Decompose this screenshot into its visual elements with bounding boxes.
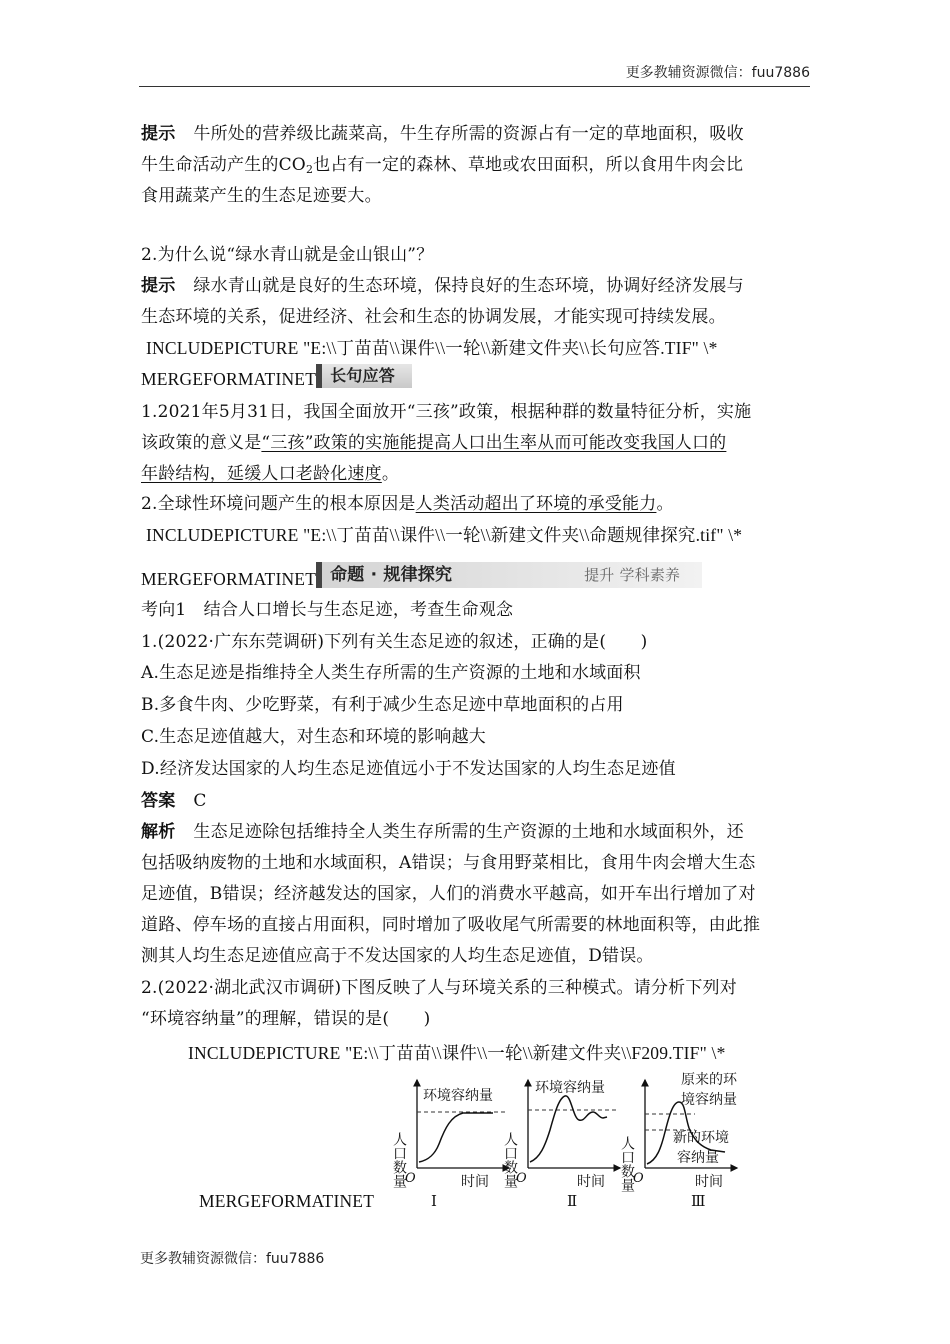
long-q2-post: 。 xyxy=(656,494,674,514)
panel-1 xyxy=(391,1080,509,1210)
mcq1-answer-line xyxy=(141,786,207,816)
mcq2-stem-line2: “环境容纳量”的理解，错误的是( ) xyxy=(141,1009,431,1029)
mcq2-include-line2: MERGEFORMATINET xyxy=(199,1191,375,1211)
mcq1-analysis-line5: 测其人均生态足迹值应高于不发达国家的人均生态足迹值，D错误。 xyxy=(141,946,654,966)
panel-3 xyxy=(619,1071,738,1210)
panel-1-origin: O xyxy=(405,1171,416,1186)
proposition-banner-main: 命题 · 规律探究 xyxy=(330,565,453,585)
mcq1-analysis-line3: 足迹值，B错误；经济越发达的国家，人们的消费水平越高，如开车出行增加了对 xyxy=(141,884,756,904)
mcq1-analysis-line2: 包括吸纳废物的土地和水域面积，A错误；与食用野菜相比，食用牛肉会增大生态 xyxy=(141,853,756,873)
panel-2-xlabel: 时间 xyxy=(577,1174,605,1190)
long-q2-pre: 2.全球性环境问题产生的根本原因是 xyxy=(141,494,416,514)
mcq2-include-line1: INCLUDEPICTURE "E:\\丁苗苗\\课件\\一轮\\新建文件夹\\F209.TIF" \* xyxy=(188,1043,726,1063)
footer-text: 更多教辅资源微信：fuu7886 xyxy=(140,1251,325,1267)
panel-3-ylabel: 人口数量 xyxy=(619,1136,635,1192)
section-title: 考向1 结合人口增长与生态足迹，考查生命观念 xyxy=(141,600,514,620)
q2-tip-label: 提示 xyxy=(141,276,176,296)
panel-3-old-label-1: 原来的环 xyxy=(681,1072,737,1088)
long-q1-line3-post: 。 xyxy=(381,464,400,484)
include2-line2: MERGEFORMATINET xyxy=(141,569,317,589)
tip1-text2-pre: 牛生命活动产生的CO xyxy=(141,155,306,175)
population-figure xyxy=(391,1066,775,1216)
long-answer-banner xyxy=(316,364,412,388)
q2-text: 2.为什么说“绿水青山就是金山银山”？ xyxy=(141,245,434,265)
long-q1-line1: 1.2021年5月31日，我国全面放开“三孩”政策，根据种群的数量特征分析，实施 xyxy=(141,402,752,422)
mcq1-option-b: B.多食牛肉、少吃野菜，有利于减少生态足迹中草地面积的占用 xyxy=(141,695,624,715)
include1-line2: MERGEFORMATINET xyxy=(141,369,317,389)
panel-3-xlabel: 时间 xyxy=(695,1174,723,1190)
mcq1-option-a: A.生态足迹是指维持全人类生存所需的生产资源的土地和水域面积 xyxy=(141,663,641,683)
panel-2-curve xyxy=(530,1096,607,1162)
include2-line1: INCLUDEPICTURE "E:\\丁苗苗\\课件\\一轮\\新建文件夹\\命题规律探究.tif" \* xyxy=(146,525,743,545)
proposition-banner xyxy=(316,562,702,588)
mcq1-stem: 1.(2022·广东东莞调研)下列有关生态足迹的叙述，正确的是( ) xyxy=(141,632,648,652)
panel-1-capacity-label: 环境容纳量 xyxy=(423,1088,493,1104)
panel-2-roman: Ⅱ xyxy=(567,1192,578,1210)
tip1-line2 xyxy=(141,150,743,185)
tip1-text2-post: 也占有一定的森林、草地或农田面积，所以食用牛肉会比 xyxy=(313,155,744,175)
panel-1-roman: Ⅰ xyxy=(431,1192,437,1210)
tip1-label: 提示 xyxy=(141,124,176,144)
panel-3-old-label-2: 境容纳量 xyxy=(681,1092,737,1108)
panel-2 xyxy=(502,1079,620,1210)
tip1-line1 xyxy=(141,119,744,149)
long-answer-banner-label: 长句应答 xyxy=(330,366,395,385)
mcq1-analysis-label: 解析 xyxy=(141,822,176,842)
mcq1-analysis-text1: 生态足迹除包括维持全人类生存所需的生产资源的土地和水域面积外，还 xyxy=(193,822,744,842)
mcq1-answer-label: 答案 xyxy=(141,791,176,811)
long-q1-line3 xyxy=(141,459,399,489)
panel-3-origin: O xyxy=(633,1171,644,1186)
mcq2-stem-line1: 2.(2022·湖北武汉市调研)下图反映了人与环境关系的三种模式。请分析下列对 xyxy=(141,978,737,998)
long-q1-line2-pre: 该政策的意义是 xyxy=(141,433,262,453)
mcq1-option-d: D.经济发达国家的人均生态足迹值远小于不发达国家的人均生态足迹值 xyxy=(141,759,676,779)
panel-3-new-label-2: 容纳量 xyxy=(677,1150,719,1166)
header-text: 更多教辅资源微信：fuu7886 xyxy=(625,65,810,81)
panel-3-new-label-1: 新的环境 xyxy=(673,1130,729,1146)
mcq1-analysis-line4: 道路、停车场的直接占用面积，同时增加了吸收尾气所需要的林地面积等，由此推 xyxy=(141,915,761,935)
panel-1-curve xyxy=(419,1113,493,1162)
tip1-line3: 食用蔬菜产生的生态足迹要大。 xyxy=(141,186,382,206)
panel-2-capacity-label: 环境容纳量 xyxy=(535,1080,605,1096)
tip1-text2-sub: 2 xyxy=(305,163,314,176)
panel-2-origin: O xyxy=(516,1171,527,1186)
mcq1-answer: C xyxy=(193,791,207,811)
panel-3-roman: Ⅲ xyxy=(691,1192,706,1210)
long-q1-answer-part1: “三孩”政策的实施能提高人口出生率从而可能改变我国人口的 xyxy=(261,433,727,453)
include1-line1: INCLUDEPICTURE "E:\\丁苗苗\\课件\\一轮\\新建文件夹\\长句应答.TIF" \* xyxy=(146,338,718,358)
include2-line2-wrap xyxy=(141,562,702,594)
panel-2-ylabel: 人口数量 xyxy=(502,1132,518,1188)
header-divider xyxy=(139,86,810,87)
q2-tip-text1: 绿水青山就是良好的生态环境，保持良好的生态环境，协调好经济发展与 xyxy=(193,276,744,296)
include1-line2-wrap xyxy=(141,364,412,394)
panel-1-ylabel: 人口数量 xyxy=(391,1132,407,1188)
panel-1-xlabel: 时间 xyxy=(461,1174,489,1190)
proposition-banner-side: 提升 学科素养 xyxy=(584,566,681,584)
long-q1-line2 xyxy=(141,428,726,458)
long-q2-answer: 人类活动超出了环境的承受能力 xyxy=(415,494,657,514)
long-q2-line xyxy=(141,489,674,519)
long-q1-answer-part2: 年龄结构，延缓人口老龄化速度 xyxy=(141,464,382,484)
tip1-text1: 牛所处的营养级比蔬菜高，牛生存所需的资源占有一定的草地面积，吸收 xyxy=(193,124,744,144)
q2-tip-line1 xyxy=(141,271,744,301)
q2-tip-line2: 生态环境的关系，促进经济、社会和生态的协调发展，才能实现可持续发展。 xyxy=(141,307,726,327)
mcq1-analysis-line1 xyxy=(141,817,744,847)
mcq1-option-c: C.生态足迹值越大，对生态和环境的影响越大 xyxy=(141,727,487,747)
